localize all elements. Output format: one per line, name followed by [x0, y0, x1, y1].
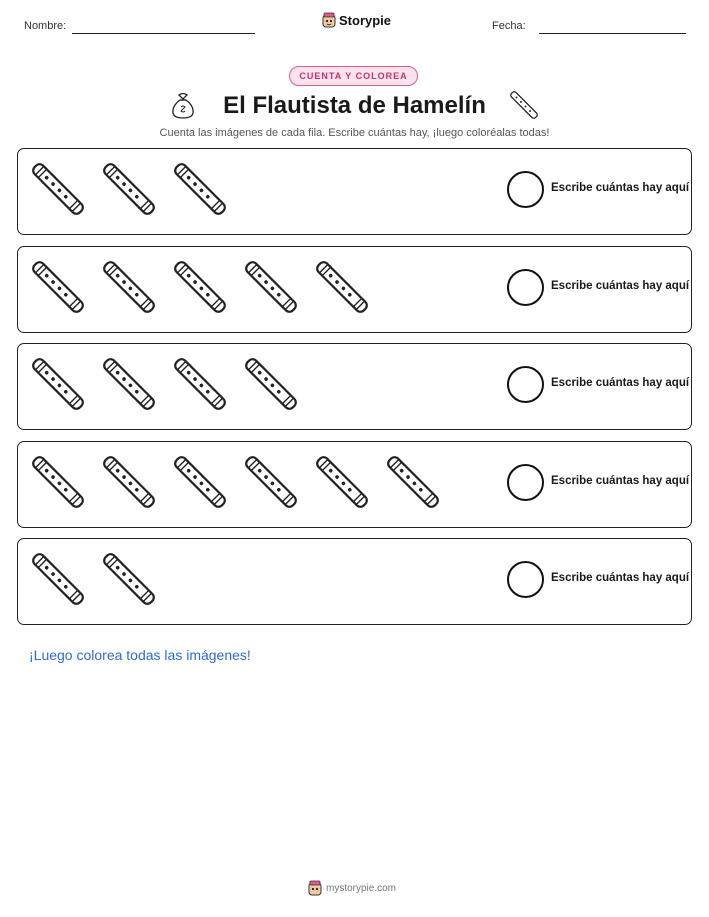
storypie-mascot-icon — [322, 12, 336, 28]
page-title: El Flautista de Hamelín — [223, 92, 486, 119]
flute-icon — [101, 549, 157, 609]
flute-icon — [243, 354, 299, 414]
answer-label: Escribe cuántas hay aquí — [551, 377, 690, 389]
flute-icon — [101, 452, 157, 512]
flute-icon — [30, 549, 86, 609]
answer-label: Escribe cuántas hay aquí — [551, 474, 690, 487]
date-label: Fecha: — [492, 20, 526, 32]
flute-icon — [30, 452, 86, 512]
flute-icon — [243, 452, 299, 512]
storypie-mascot-icon — [308, 880, 322, 896]
flute-icon — [385, 452, 441, 512]
site-url: mystorypie.com — [326, 882, 397, 894]
flute-icon — [101, 257, 157, 317]
answer-circle[interactable] — [507, 171, 544, 208]
instructions: Cuenta las imágenes de cada fila. Escribe cuántas hay, ¡luego coloréalas todas! — [159, 127, 550, 139]
count-row — [17, 441, 692, 528]
flute-icon — [30, 257, 86, 317]
flute-icon — [314, 452, 370, 512]
brand-name: Storypie — [339, 12, 392, 28]
flute-icon — [30, 354, 86, 414]
count-row — [17, 148, 692, 235]
date-line — [539, 33, 686, 34]
answer-circle[interactable] — [507, 561, 544, 598]
flute-icon — [172, 354, 228, 414]
flute-icon — [101, 159, 157, 219]
count-row — [17, 246, 692, 333]
answer-label: Escribe cuántas hay aquí — [551, 182, 690, 194]
answer-circle[interactable] — [507, 269, 544, 306]
count-row — [17, 343, 692, 430]
flute-icon — [101, 354, 157, 414]
answer-circle[interactable] — [507, 464, 544, 501]
flute-icon — [509, 89, 539, 121]
footer-note: ¡Luego colorea todas las imágenes! — [29, 647, 251, 663]
flute-icon — [172, 257, 228, 317]
flute-icon — [172, 159, 228, 219]
answer-circle[interactable] — [507, 366, 544, 403]
flute-icon — [314, 257, 370, 317]
site-footer — [308, 880, 396, 896]
answer-label: Escribe cuántas hay aquí — [551, 279, 690, 292]
brand-logo — [322, 12, 391, 28]
name-label: Nombre: — [24, 20, 67, 32]
worksheet-type-badge: CUENTA Y COLOREA — [289, 66, 418, 86]
flute-icon — [243, 257, 299, 317]
count-row — [17, 538, 692, 625]
flute-icon — [30, 159, 86, 219]
name-line — [72, 33, 255, 34]
answer-label: Escribe cuántas hay aquí — [551, 572, 690, 584]
flute-icon — [172, 452, 228, 512]
